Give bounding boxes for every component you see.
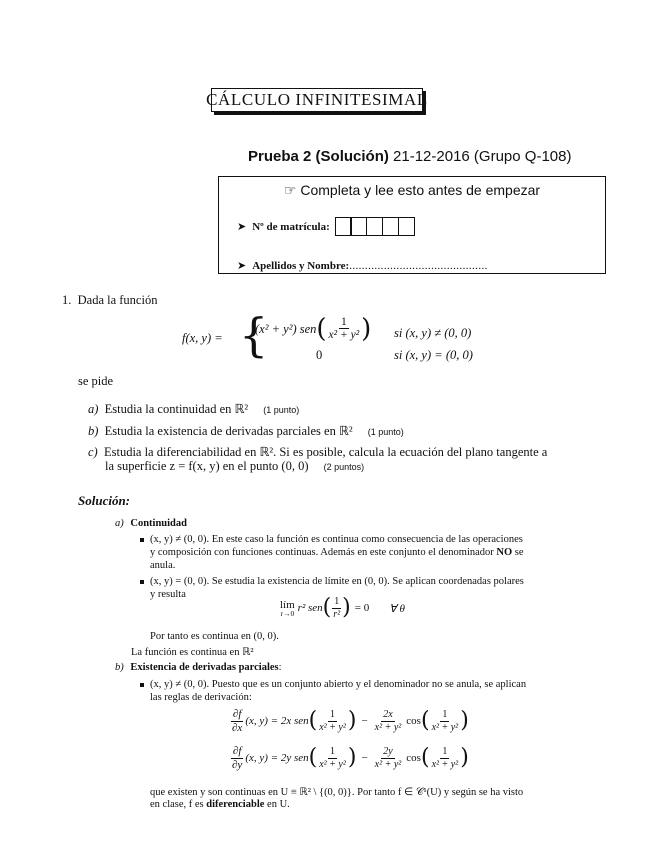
item-c-text: Estudia la diferenciabilidad en ℝ². Si es posible, calcula la ecuación del plano tangente a (103, 445, 548, 459)
solution-a-title: Continuidad (130, 518, 187, 529)
func-lhs: f(x, y) = (182, 331, 223, 345)
item-a (88, 401, 299, 417)
dfx-fraction (230, 709, 244, 734)
bullet-icon (140, 683, 144, 687)
problem-ask: se pide (78, 374, 114, 388)
dfy-frac3-num: 1 (442, 746, 448, 758)
case2-condition: si (x, y) = (0, 0) (394, 348, 473, 362)
problem-number: 1. (62, 293, 72, 307)
a-b1-line2a: y composición con funciones continuas. Además en este conjunto el denominador (150, 547, 494, 558)
dfy-frac1-num: 1 (330, 746, 336, 758)
item-a-text: Estudia la continuidad en ℝ² (104, 402, 249, 416)
name-field[interactable]: ............................................ (349, 259, 488, 272)
b-final-line2b: en U. (267, 799, 290, 810)
a-b1-line1: (x, y) ≠ (0, 0). En este caso la función es continua como consecuencia de las operaciones (150, 534, 523, 545)
matricula-row (237, 217, 415, 236)
item-b-text: Estudia la existencia de derivadas parciales en ℝ² (104, 424, 353, 438)
b-b1-line1: (x, y) ≠ (0, 0). Puesto que es un conjunto abierto y el denominador no se anula, se aplican (150, 679, 527, 690)
case1-expr: (x² + y²) sen (255, 321, 317, 336)
partial-x-equation: $\frac{\partial f}{\partial x}$ (x, y) = 2x sen ( $\frac{1}{\text{x² + y²}}$ ) − $\frac{2x}{\text{x² + y²}}$ cos ( $\frac{1}{\text{x² + y²}}$ ) (232, 708, 469, 734)
dfx-frac1-den: x² + y² (319, 721, 346, 733)
solution-a-heading (115, 518, 187, 529)
item-a-points: (1 punto) (263, 405, 300, 415)
case1-expression: (x² + y²) sen ( $\frac{1}{\text{x² + y²}}$ ) (255, 314, 372, 344)
info-instruction (219, 182, 605, 199)
a-b1-bold: NO (496, 547, 513, 558)
item-c-label: c) (88, 445, 98, 459)
solution-a-bullet1-line3: anula. (150, 560, 176, 571)
solution-b-label: b) (115, 662, 124, 673)
limit-forall: ∀ θ (389, 602, 405, 615)
dfx-den: ∂x (232, 721, 243, 734)
dfy-frac3 (430, 747, 461, 770)
pointing-hand-icon: ☞ (283, 183, 297, 199)
dfx-num: ∂f (232, 708, 242, 720)
dfx-frac3-den: x² + y² (431, 721, 459, 733)
arrow-icon: ➤ (237, 259, 247, 272)
a-b1-line2b: se (514, 547, 524, 558)
a-conclusion1: Por tanto es continua en (0, 0). (150, 631, 279, 642)
dfy-frac1-den: x² + y² (319, 758, 346, 770)
bullet-icon (140, 538, 144, 542)
partial-y-equation: $\frac{\partial f}{\partial y}$ (x, y) = 2y sen ( $\frac{1}{\text{x² + y²}}$ ) − $\frac{2y}{\text{x² + y²}}$ cos ( $\frac{1}{\text{x² + y²}}$ ) (232, 745, 469, 771)
dfy-frac1 (317, 747, 348, 770)
left-brace: { (239, 308, 269, 362)
case1-fraction (327, 316, 362, 342)
item-b-label: b) (88, 424, 99, 438)
matricula-cell[interactable] (382, 217, 399, 236)
a-b2-line1: (x, y) = (0, 0). Se estudia la existencia de límite en (0, 0). Se aplican coordenadas polares (150, 576, 524, 587)
instruction-text: Completa y lee esto antes de empezar (300, 182, 541, 198)
dfy-frac2-num: 2y (383, 746, 393, 758)
case1-frac-num: 1 (340, 316, 347, 329)
dfx-frac3-num: 1 (442, 709, 448, 721)
dfx-rest: (x, y) = 2x sen (245, 715, 309, 728)
dfy-frac2 (373, 747, 404, 770)
limit-lim: lím (280, 598, 295, 611)
limit-eq: = 0 (354, 602, 370, 615)
test-label: Prueba 2 (Solución) (248, 148, 389, 165)
dfx-frac1 (317, 710, 348, 733)
dfx-frac2 (373, 710, 404, 733)
item-a-label: a) (88, 402, 99, 416)
dfy-frac2-den: x² + y² (374, 758, 402, 770)
dfx-cos: cos (406, 715, 421, 728)
matricula-cell[interactable] (398, 217, 415, 236)
dfx-frac2-num: 2x (383, 709, 393, 721)
dfy-minus: − (361, 752, 368, 765)
matricula-cells[interactable] (336, 217, 415, 236)
b-final-line1: que existen y son continuas en U ≡ ℝ² \ {(0, 0)}. Por tanto f ∈ 𝒞¹(U) y según se ha visto (150, 787, 524, 798)
limit-expression: lím r→0 r² sen ( $\frac{1}{\text{r²}}$ ) = 0 ∀ θ (280, 595, 405, 621)
solution-title: Solución: (78, 493, 131, 508)
test-heading (248, 148, 571, 165)
dfy-den: ∂y (232, 758, 243, 771)
item-c-cont (105, 459, 364, 474)
item-b (88, 423, 404, 439)
b-final-line2a: en clase, f es (150, 799, 204, 810)
limit-sub: r→0 (280, 608, 295, 618)
dfy-frac3-den: x² + y² (431, 758, 459, 770)
case2-expression: 0 (316, 348, 323, 362)
solution-b-heading (115, 662, 282, 673)
item-c (88, 444, 547, 460)
solution-a-label: a) (115, 518, 124, 529)
limit-fraction (331, 597, 342, 620)
matricula-label: Nº de matrícula: (252, 220, 330, 233)
student-info-box (218, 176, 606, 274)
solution-b-colon: : (278, 662, 282, 673)
b-final-line2 (150, 799, 290, 810)
name-row (237, 259, 488, 272)
dfy-num: ∂f (232, 745, 242, 757)
limit-frac-num: 1 (334, 596, 340, 607)
matricula-cell[interactable] (366, 217, 383, 236)
test-info: 21-12-2016 (Grupo Q-108) (393, 148, 572, 165)
solution-b-bullet1-line2: las reglas de derivación: (150, 692, 252, 703)
matricula-cell[interactable] (350, 217, 367, 236)
dfx-frac2-den: x² + y² (374, 721, 402, 733)
item-c-text2: la superficie z = f(x, y) en el punto (0, 0) (105, 459, 309, 473)
problem-intro-text: Dada la función (77, 293, 158, 307)
course-title: CÁLCULO INFINITESIMAL (211, 88, 423, 112)
dfy-rest: (x, y) = 2y sen (245, 752, 309, 765)
matricula-cell[interactable] (335, 217, 352, 236)
solution-b-bullet1 (140, 679, 526, 690)
dfy-cos: cos (406, 752, 421, 765)
solution-a-bullet1-line2 (150, 547, 524, 558)
dfy-fraction (230, 746, 244, 771)
bullet-icon (140, 580, 144, 584)
case1-condition: si (x, y) ≠ (0, 0) (394, 326, 472, 340)
problem-intro (62, 293, 157, 308)
item-c-points: (2 puntos) (323, 462, 365, 472)
limit-operator (280, 599, 295, 618)
case1-frac-den: x² + y² (328, 329, 360, 342)
name-label: Apellidos y Nombre: (252, 259, 350, 272)
solution-b-title: Existencia de derivadas parciales (130, 662, 279, 673)
solution-a-bullet2 (140, 576, 524, 587)
limit-expr: r² sen (297, 602, 323, 615)
arrow-icon: ➤ (237, 220, 247, 233)
dfx-frac3 (430, 710, 461, 733)
dfx-frac1-num: 1 (330, 709, 336, 721)
limit-frac-den: r² (333, 608, 341, 620)
solution-a-bullet2-line2: y resulta (150, 589, 186, 600)
solution-a-bullet1 (140, 534, 523, 545)
a-conclusion2: La función es continua en ℝ² (131, 647, 254, 658)
b-final-bold: diferenciable (206, 799, 265, 810)
dfx-minus: − (361, 715, 368, 728)
item-b-points: (1 punto) (367, 427, 404, 437)
